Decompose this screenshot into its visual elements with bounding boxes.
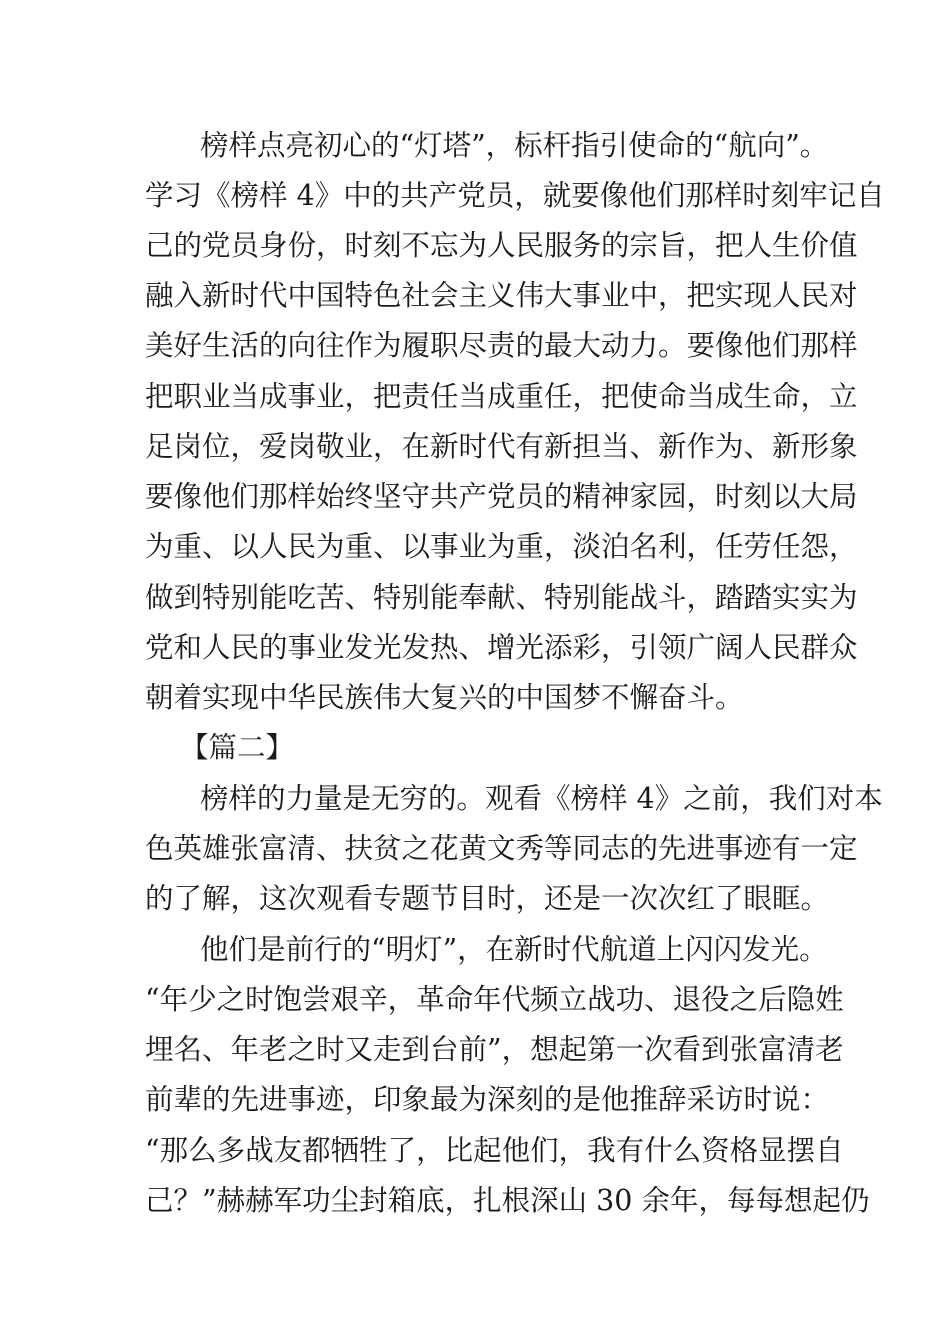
paragraph-line: 学习《榜样 4》中的共产党员，就要像他们那样时刻牢记自: [145, 179, 885, 212]
paragraph-line: 榜样点亮初心的“灯塔”，标杆指引使命的“航向”。: [200, 129, 829, 162]
paragraph-line: 埋名、年老之时又走到台前”，想起第一次看到张富清老: [145, 1033, 844, 1066]
paragraph-line: 色英雄张富清、扶贫之花黄文秀等同志的先进事迹有一定: [145, 832, 858, 865]
paragraph-line: 榜样的力量是无穷的。观看《榜样 4》之前，我们对本: [200, 782, 883, 815]
paragraph-line: 把职业当成事业，把责任当成重任，把使命当成生命，立: [145, 380, 858, 413]
paragraph-line: 己？”赫赫军功尘封箱底，扎根深山 30 余年，每每想起仍: [145, 1184, 870, 1217]
paragraph-line: “年少之时饱尝艰辛，革命年代频立战功、退役之后隐姓: [145, 983, 844, 1016]
paragraph-line: 的了解，这次观看专题节目时，还是一次次红了眼眶。: [145, 882, 830, 915]
paragraph-line: 他们是前行的“明灯”，在新时代航道上闪闪发光。: [200, 933, 828, 966]
paragraph-line: 己的党员身份，时刻不忘为人民服务的宗旨，把人生价值: [145, 229, 858, 262]
paragraph-line: 党和人民的事业发光发热、增光添彩，引领广阔人民群众: [145, 631, 858, 664]
paragraph-line: 做到特别能吃苦、特别能奉献、特别能战斗，踏踏实实为: [145, 581, 858, 614]
paragraph-line: 要像他们那样始终坚守共产党员的精神家园，时刻以大局: [145, 480, 858, 513]
paragraph-line: 朝着实现中华民族伟大复兴的中国梦不懈奋斗。: [145, 681, 744, 714]
paragraph-line: “那么多战友都牺牲了，比起他们，我有什么资格显摆自: [145, 1134, 844, 1167]
paragraph-line: 前辈的先进事迹，印象最为深刻的是他推辞采访时说：: [145, 1083, 830, 1116]
paragraph-line: 融入新时代中国特色社会主义伟大事业中，把实现人民对: [145, 279, 858, 312]
paragraph-line: 为重、以人民为重、以事业为重，淡泊名利，任劳任怨，: [145, 530, 858, 563]
section-heading: 【篇二】: [180, 731, 295, 764]
paragraph-line: 足岗位，爱岗敬业，在新时代有新担当、新作为、新形象: [145, 430, 858, 463]
paragraph-line: 美好生活的向往作为履职尽责的最大动力。要像他们那样: [145, 329, 858, 362]
